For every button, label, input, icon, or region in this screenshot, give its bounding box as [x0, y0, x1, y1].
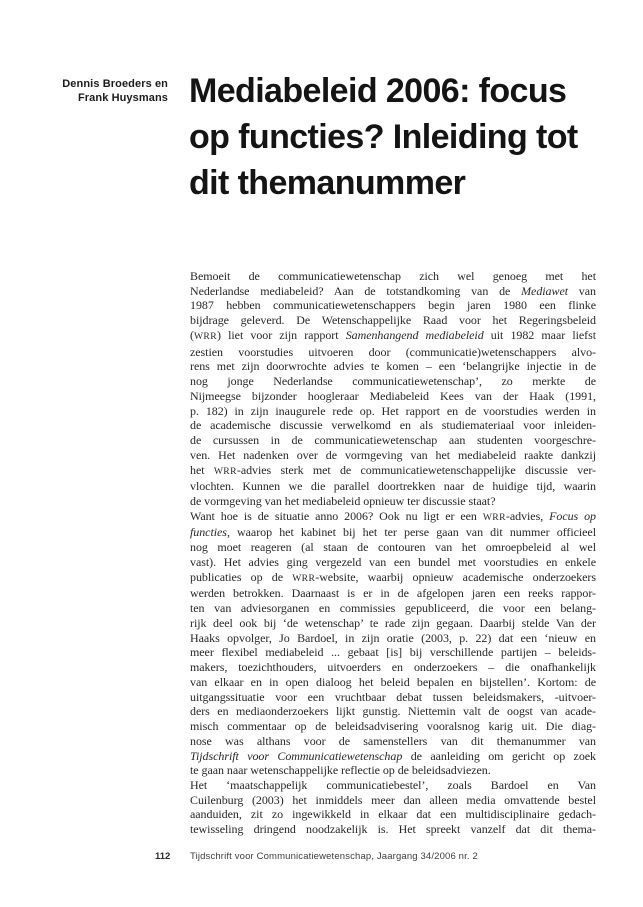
article-title-line-3: dit themanummer: [189, 164, 466, 202]
text-run: bijdrage geleverd. De Wetenschappelijke Raad voor het Regeringsbeleid: [190, 313, 596, 328]
body-text-line: [190, 269, 596, 284]
text-run: Want hoe is de situatie anno 2006? Ook nu ligt er een: [190, 508, 483, 523]
body-text-line: [190, 601, 596, 616]
author-line-2: Frank Huysmans: [77, 91, 168, 104]
body-text-line: [190, 479, 596, 494]
text-run-smallcaps: WRR: [292, 572, 316, 584]
text-run-italic: Mediawet: [521, 283, 569, 298]
text-run: Nederlandse mediabeleid? Aan de totstandkoming van de: [190, 283, 522, 298]
text-run: misch commentaar op de beleidsadvisering vooralsnog karig uit. Die diag-: [190, 719, 596, 734]
body-text-line: [190, 284, 596, 299]
text-run: nog jonge Nederlandse communicatiewetenschap’, zo merkte de: [190, 374, 596, 389]
text-run: Bemoeit de communicatiewetenschap zich wel genoeg met het: [190, 269, 596, 283]
article-title: [189, 68, 619, 206]
text-run: rens met zijn doorwrochte advies te komen – een ‘belangrijke injectie in de: [190, 359, 596, 374]
text-run: vast). Het advies ging vergezeld van een bundel met voorstudies en enkele: [190, 554, 596, 569]
text-run: de cursussen in de communicatiewetenschap aan studenten voorgeschre-: [190, 433, 596, 448]
body-text-line: [190, 313, 596, 328]
text-run: de vormgeving van het mediabeleid opnieuw ter discussie staat?: [190, 494, 496, 509]
text-run: te gaan naar wetenschappelijke reflectie op de beleidsadviezen.: [190, 763, 491, 778]
body-text-line: [190, 463, 596, 480]
page-number: 112: [155, 851, 171, 862]
body-text-line: [190, 298, 596, 313]
body-text-line: [190, 645, 596, 660]
body-text-line: [190, 570, 596, 587]
text-run: het: [190, 462, 214, 477]
text-run: ven. Het nadenken over de vormgeving van het mediabeleid raakte dankzij: [190, 447, 596, 462]
text-run: Het ‘maatschappelijk communicatiebestel’, zoals Bardoel en Van: [190, 777, 596, 792]
body-text-line: [190, 807, 596, 822]
body-text-line: [190, 509, 596, 526]
body-text-line: [190, 778, 596, 793]
text-run: de academische discussie verwelkomd en als studiemateriaal voor inleiden-: [190, 418, 596, 433]
article-title-line-2: op functies? Inleiding tot: [189, 118, 578, 156]
text-run: Cuilenburg (2003) het inmiddels meer dan alleen media omvattende bestel: [190, 792, 596, 807]
text-run: ten van adviesorganen en commissies gepubliceerd, die voor een belang-: [190, 601, 596, 616]
body-text-line: [190, 675, 596, 690]
text-run: zestien voorstudies uitvoeren door (communicatie)wetenschappers alvo-: [190, 344, 596, 359]
text-run: van elkaar en in open dialoog het beleid bepalen en bijstellen’. Kortom: de: [190, 674, 596, 689]
text-run-italic: Tijdschrift voor Communicatiewetenschap: [190, 748, 403, 763]
text-run: de aanleiding om gericht op zoek: [402, 748, 596, 763]
text-run: ders en mediaonderzoekers lijkt gunstig. Niettemin valt de oogst van acade-: [190, 704, 596, 719]
body-text-line: [190, 389, 596, 404]
text-run-italic: Focus op: [549, 508, 597, 523]
journal-reference: Tijdschrift voor Communicatiewetenschap, Jaargang 34/2006 nr. 2: [190, 851, 478, 862]
article-body: [190, 269, 596, 837]
body-text-line: [190, 704, 596, 719]
body-text-line: [190, 540, 596, 555]
text-run: uit 1982 maar liefst: [483, 327, 597, 342]
body-text-line: [190, 793, 596, 808]
body-text-line: [190, 448, 596, 463]
body-text-line: [190, 494, 596, 509]
body-text-line: [190, 616, 596, 631]
body-text-line: [190, 433, 596, 448]
text-run-italic: Samenhangend mediabeleid: [345, 327, 484, 342]
text-run: Nijmeegse bijzonder hoogleraar Mediabeleid Kees van der Haak (1991,: [190, 388, 596, 403]
text-run-italic: functies: [190, 525, 227, 540]
text-run: 1987 hebben communicatiewetenschappers begin jaren 1980 een flinke: [190, 298, 596, 313]
body-text-line: [190, 586, 596, 601]
text-run: -website, waarbij opnieuw academische onderzoekers: [315, 569, 596, 584]
text-run: ) liet voor zijn rapport: [217, 327, 346, 342]
body-text-line: [190, 631, 596, 646]
body-text-line: [190, 763, 596, 778]
text-run: aanduiden, zit zo ingewikkeld in elkaar dat een multidisciplinaire gedach-: [190, 807, 596, 822]
text-run: uitgangssituatie voor een vruchtbaar debat tussen beleidsmakers, -uitvoer-: [190, 689, 596, 704]
text-run-smallcaps: WRR: [213, 465, 237, 477]
body-text-line: [190, 525, 596, 540]
text-run: meer flexibel mediabeleid ... gebaat [is] bij verschillende partijen – beleids-: [190, 645, 596, 660]
body-text-line: [190, 418, 596, 433]
text-run: vlochten. Kunnen we die parallel doortrekken naar de huidige tijd, waarin: [190, 479, 596, 494]
body-text-line: [190, 404, 596, 419]
author-line-1: Dennis Broeders en: [62, 78, 168, 90]
article-title-line-1: Mediabeleid 2006: focus: [189, 72, 567, 110]
text-run: -advies sterk met de communicatiewetenschappelijke discussie ver-: [236, 462, 596, 477]
body-text-line: [190, 555, 596, 570]
text-run: -advies,: [505, 508, 550, 523]
text-run: (: [190, 327, 194, 342]
body-text-line: [190, 328, 596, 345]
text-run: , waarop het kabinet bij het ter perse gaan van dit nummer officieel: [226, 525, 596, 540]
body-text-line: [190, 822, 596, 837]
body-text-line: [190, 359, 596, 374]
text-run: Haaks opvolger, Jo Bardoel, in zijn oratie (2003, p. 22) dat een ‘nieuw en: [190, 630, 596, 645]
text-run: publicaties op de: [190, 569, 293, 584]
text-run: werden betrokken. Daarnaast is er in de afgelopen jaren een reeks rappor-: [190, 586, 596, 601]
body-text-line: [190, 345, 596, 360]
text-run: nog moet reageren (al staan de contouren van het omroepbeleid al wel: [190, 540, 596, 555]
author-block: [40, 78, 168, 105]
text-run: p. 182) in zijn inaugurele rede op. Het rapport en de voorstudies werden in: [190, 403, 596, 418]
text-run: nose was althans voor de samenstellers van dit themanummer van: [190, 733, 596, 748]
body-text-line: [190, 749, 596, 764]
body-text-line: [190, 719, 596, 734]
body-text-line: [190, 374, 596, 389]
text-run: tewisseling dringend noodzakelijk is. Het spreekt vanzelf dat dit thema-: [190, 822, 596, 837]
text-run: van: [568, 283, 596, 298]
body-text-line: [190, 734, 596, 749]
text-run-smallcaps: WRR: [193, 330, 218, 342]
body-text-line: [190, 690, 596, 705]
body-text-line: [190, 660, 596, 675]
text-run: rijk deel ook bij ‘de wetenschap’ te rade zijn gegaan. Daarbij stelde Van der: [190, 615, 596, 630]
text-run-smallcaps: WRR: [482, 511, 506, 523]
text-run: makers, toezichthouders, uitvoerders en onderzoekers – die onafhankelijk: [190, 660, 596, 675]
